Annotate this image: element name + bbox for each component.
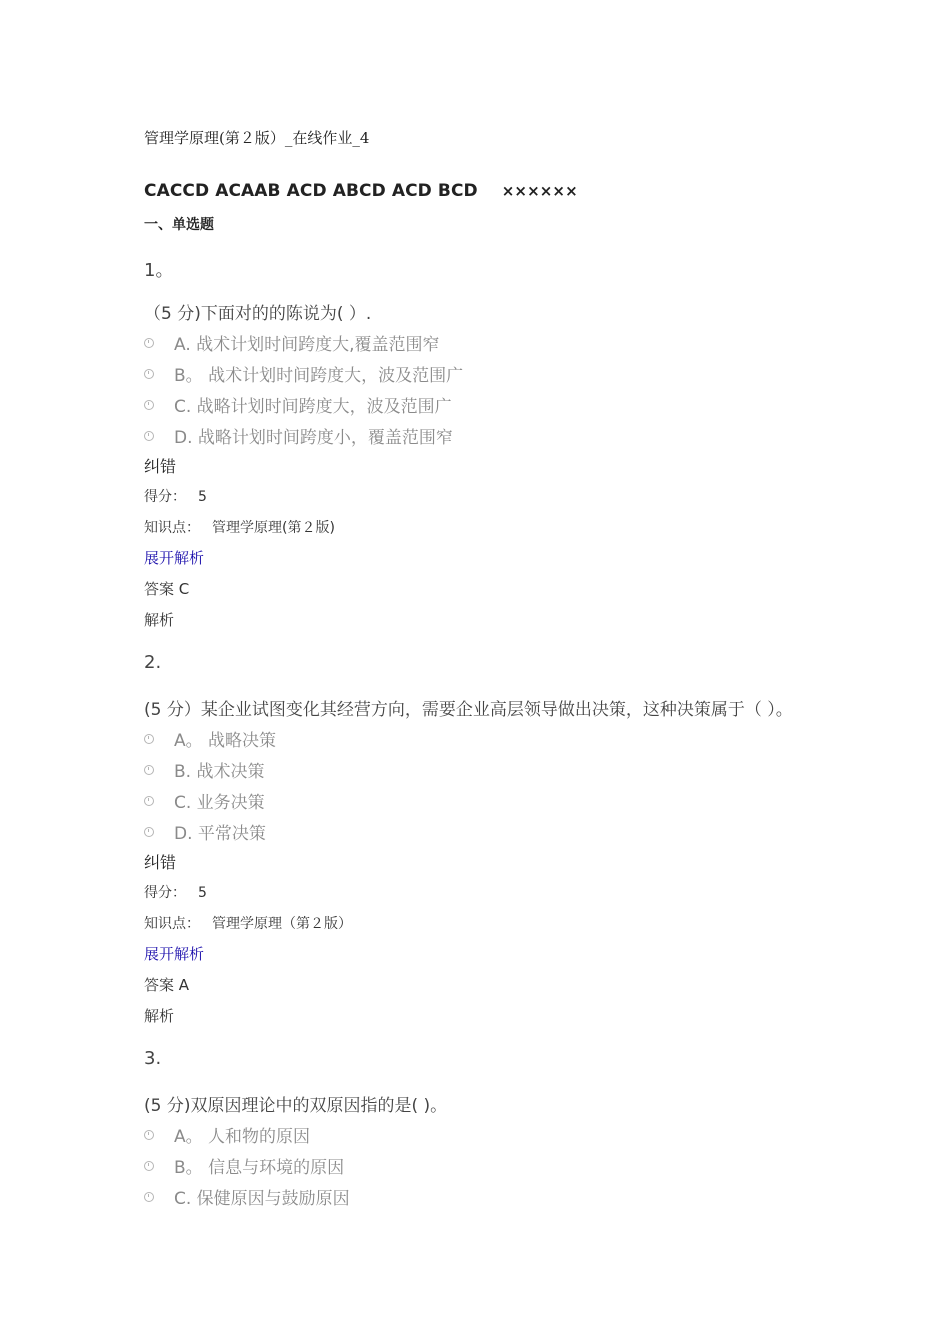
radio-icon[interactable] xyxy=(144,1192,154,1202)
expand-analysis-link[interactable]: 展开解析 xyxy=(144,945,205,963)
option-label: B。 信息与环境的原因 xyxy=(174,1158,345,1178)
expand-analysis-link[interactable]: 展开解析 xyxy=(144,549,205,567)
score-line xyxy=(144,486,207,506)
option-label: C. 战略计划时间跨度大，波及范围广 xyxy=(174,397,452,417)
radio-icon[interactable] xyxy=(144,734,154,744)
option-label: A. 战术计划时间跨度大,覆盖范围窄 xyxy=(174,335,440,355)
question-number: 2. xyxy=(144,652,162,673)
radio-icon[interactable] xyxy=(144,1130,154,1140)
fix-error-link[interactable]: 纠错 xyxy=(144,457,177,476)
knowledge-line xyxy=(144,517,335,537)
knowledge-value: 管理学原理(第２版) xyxy=(212,520,335,536)
question-text: （5 分)下面对的的陈说为( ）. xyxy=(144,304,372,324)
analysis-label: 解析 xyxy=(144,1007,175,1025)
option-label: B。 战术计划时间跨度大，波及范围广 xyxy=(174,366,464,386)
radio-icon[interactable] xyxy=(144,827,154,837)
score-label: 得分： xyxy=(144,885,186,901)
question-text: (5 分）某企业试图变化其经营方向，需要企业高层领导做出决策，这种决策属于（ ）。 xyxy=(144,700,793,720)
score-label: 得分： xyxy=(144,489,186,505)
radio-icon[interactable] xyxy=(144,1161,154,1171)
option-c[interactable] xyxy=(144,392,452,417)
question-text: (5 分)双原因理论中的双原因指的是( )。 xyxy=(144,1096,448,1116)
option-label: A。 人和物的原因 xyxy=(174,1127,311,1147)
option-c[interactable] xyxy=(144,1184,350,1209)
option-d[interactable] xyxy=(144,819,266,844)
option-label: B. 战术决策 xyxy=(174,762,265,782)
knowledge-line xyxy=(144,913,352,933)
answer-line: 答案 A xyxy=(144,976,190,994)
section-title: 一、单选题 xyxy=(144,217,214,233)
option-c[interactable] xyxy=(144,788,265,813)
answer-key xyxy=(144,181,578,201)
option-label: C. 保健原因与鼓励原因 xyxy=(174,1189,350,1209)
option-a[interactable] xyxy=(144,1122,310,1147)
question-number: 1。 xyxy=(144,260,174,281)
option-a[interactable] xyxy=(144,330,440,355)
radio-icon[interactable] xyxy=(144,338,154,348)
option-a[interactable] xyxy=(144,726,276,751)
knowledge-value: 管理学原理（第２版） xyxy=(212,916,352,932)
knowledge-label: 知识点： xyxy=(144,520,200,536)
radio-icon[interactable] xyxy=(144,431,154,441)
answer-key-marks: ×××××× xyxy=(501,182,578,200)
option-label: D. 战略计划时间跨度小，覆盖范围窄 xyxy=(174,428,453,448)
document-title: 管理学原理(第２版）_在线作业_4 xyxy=(144,129,370,147)
radio-icon[interactable] xyxy=(144,796,154,806)
option-b[interactable] xyxy=(144,757,264,782)
option-label: C. 业务决策 xyxy=(174,793,265,813)
fix-error-link[interactable]: 纠错 xyxy=(144,853,177,872)
question-number: 3. xyxy=(144,1048,162,1069)
score-value: 5 xyxy=(198,885,207,901)
radio-icon[interactable] xyxy=(144,400,154,410)
score-line xyxy=(144,882,207,902)
score-value: 5 xyxy=(198,489,207,505)
radio-icon[interactable] xyxy=(144,765,154,775)
analysis-label: 解析 xyxy=(144,611,175,629)
option-d[interactable] xyxy=(144,423,453,448)
answer-line: 答案 C xyxy=(144,580,190,598)
knowledge-label: 知识点： xyxy=(144,916,200,932)
option-label: A。 战略决策 xyxy=(174,731,277,751)
answer-key-text: CACCD ACAAB ACD ABCD ACD BCD xyxy=(144,181,478,201)
option-b[interactable] xyxy=(144,1153,344,1178)
option-label: D. 平常决策 xyxy=(174,824,266,844)
option-b[interactable] xyxy=(144,361,463,386)
radio-icon[interactable] xyxy=(144,369,154,379)
